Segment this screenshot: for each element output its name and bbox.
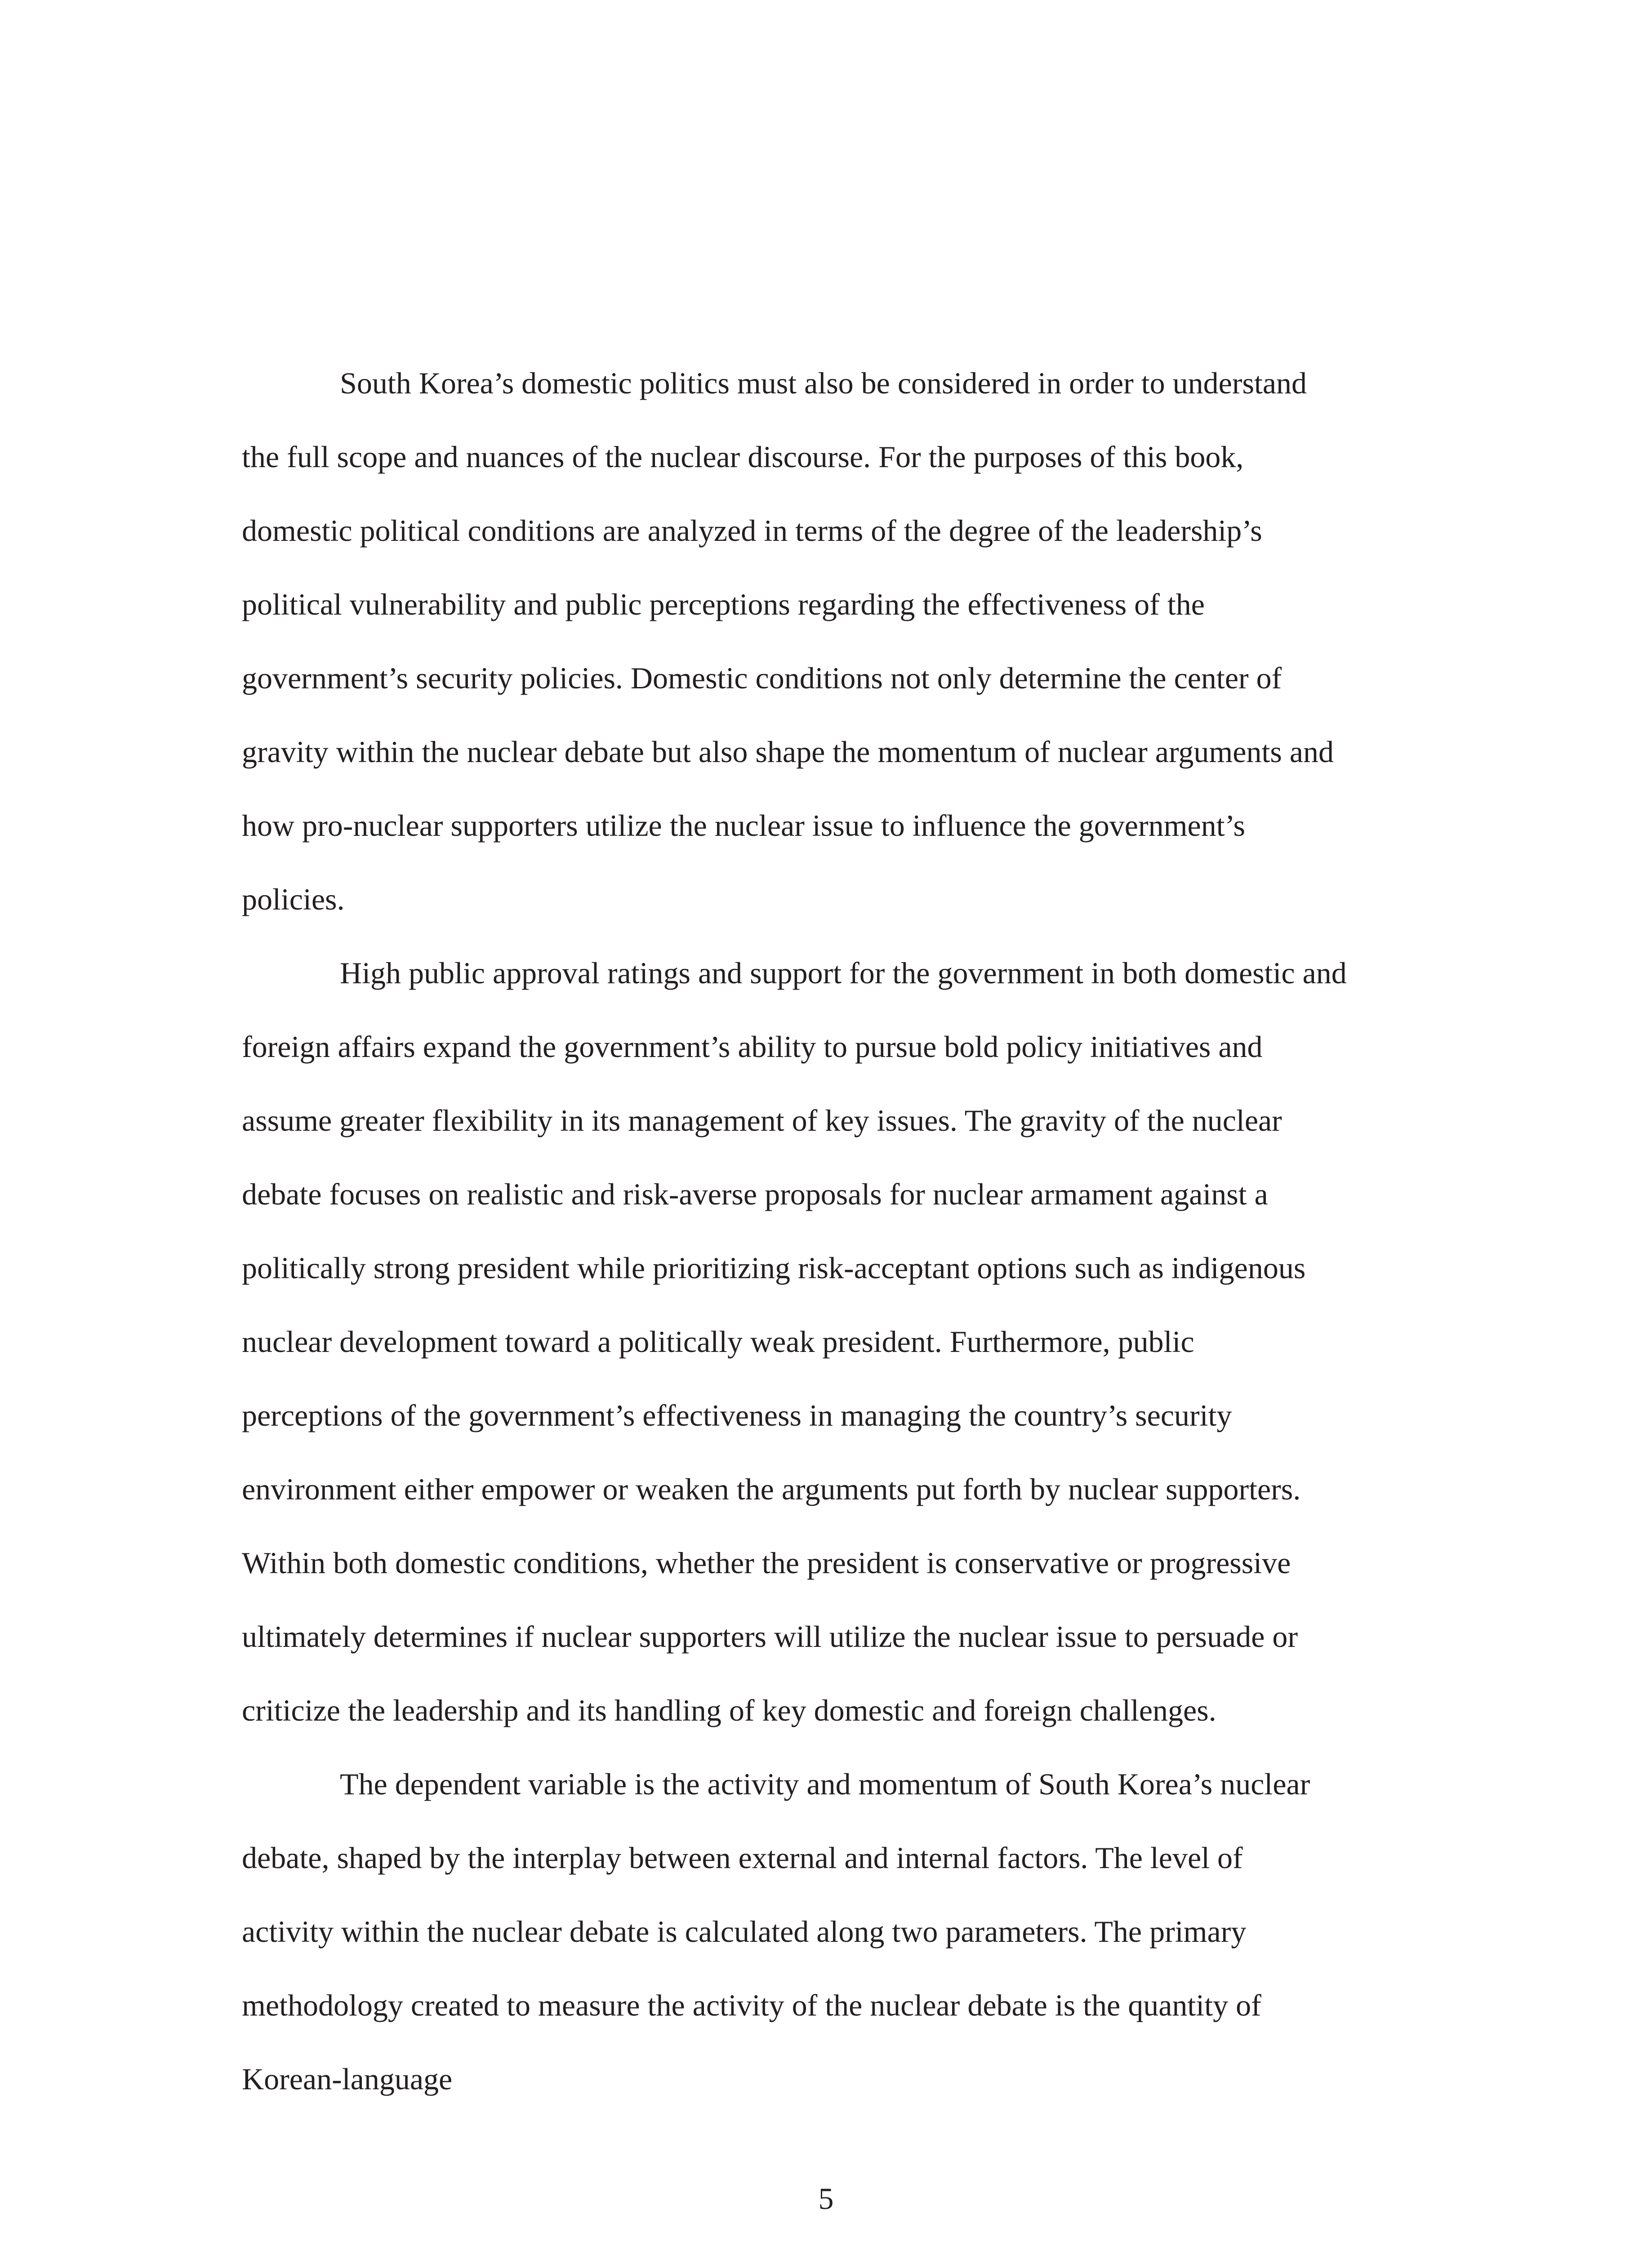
- page-number: 5: [818, 2181, 834, 2216]
- text-line: how pro-nuclear supporters utilize the nuclear issue to influence the government’s: [242, 808, 1245, 843]
- text-line: foreign affairs expand the government’s ability to pursue bold policy initiatives and: [242, 1030, 1263, 1064]
- paragraph-public-approval: [242, 936, 1420, 1747]
- text-line: The dependent variable is the activity and momentum of South Korea’s nuclear: [340, 1767, 1310, 1801]
- text-line: ultimately determines if nuclear supporters will utilize the nuclear issue to persuade or: [242, 1619, 1298, 1654]
- text-line: Within both domestic conditions, whether the president is conservative or progressive: [242, 1546, 1291, 1580]
- body-text: [242, 346, 1420, 2116]
- text-line: politically strong president while prioritizing risk-acceptant options such as indigenous: [242, 1251, 1306, 1285]
- text-line: Korean-language: [242, 2062, 453, 2096]
- text-line: the full scope and nuances of the nuclear discourse. For the purposes of this book,: [242, 440, 1244, 474]
- text-line: environment either empower or weaken the arguments put forth by nuclear supporters.: [242, 1472, 1301, 1506]
- text-line: debate, shaped by the interplay between external and internal factors. The level of: [242, 1841, 1243, 1875]
- text-line: activity within the nuclear debate is calculated along two parameters. The primary: [242, 1914, 1247, 1949]
- text-line: perceptions of the government’s effectiveness in managing the country’s security: [242, 1398, 1232, 1432]
- text-line: political vulnerability and public perceptions regarding the effectiveness of the: [242, 587, 1205, 621]
- text-line: government’s security policies. Domestic conditions not only determine the center of: [242, 661, 1282, 695]
- text-line: debate focuses on realistic and risk-averse proposals for nuclear armament against a: [242, 1177, 1268, 1211]
- text-line: nuclear development toward a politically weak president. Furthermore, public: [242, 1325, 1194, 1359]
- text-line: High public approval ratings and support for the government in both domestic and: [340, 956, 1347, 990]
- text-line: criticize the leadership and its handling of key domestic and foreign challenges.: [242, 1693, 1216, 1727]
- text-line: gravity within the nuclear debate but also shape the momentum of nuclear arguments and: [242, 735, 1334, 769]
- text-line: South Korea’s domestic politics must also be considered in order to understand: [340, 366, 1307, 400]
- text-line: policies.: [242, 882, 345, 916]
- text-line: assume greater flexibility in its management of key issues. The gravity of the nuclear: [242, 1103, 1282, 1137]
- text-line: domestic political conditions are analyzed in terms of the degree of the leadership’s: [242, 513, 1262, 548]
- paragraph-dependent-variable: [242, 1747, 1420, 2116]
- paragraph-domestic-politics: [242, 346, 1420, 936]
- text-line: methodology created to measure the activity of the nuclear debate is the quantity of: [242, 1988, 1261, 2022]
